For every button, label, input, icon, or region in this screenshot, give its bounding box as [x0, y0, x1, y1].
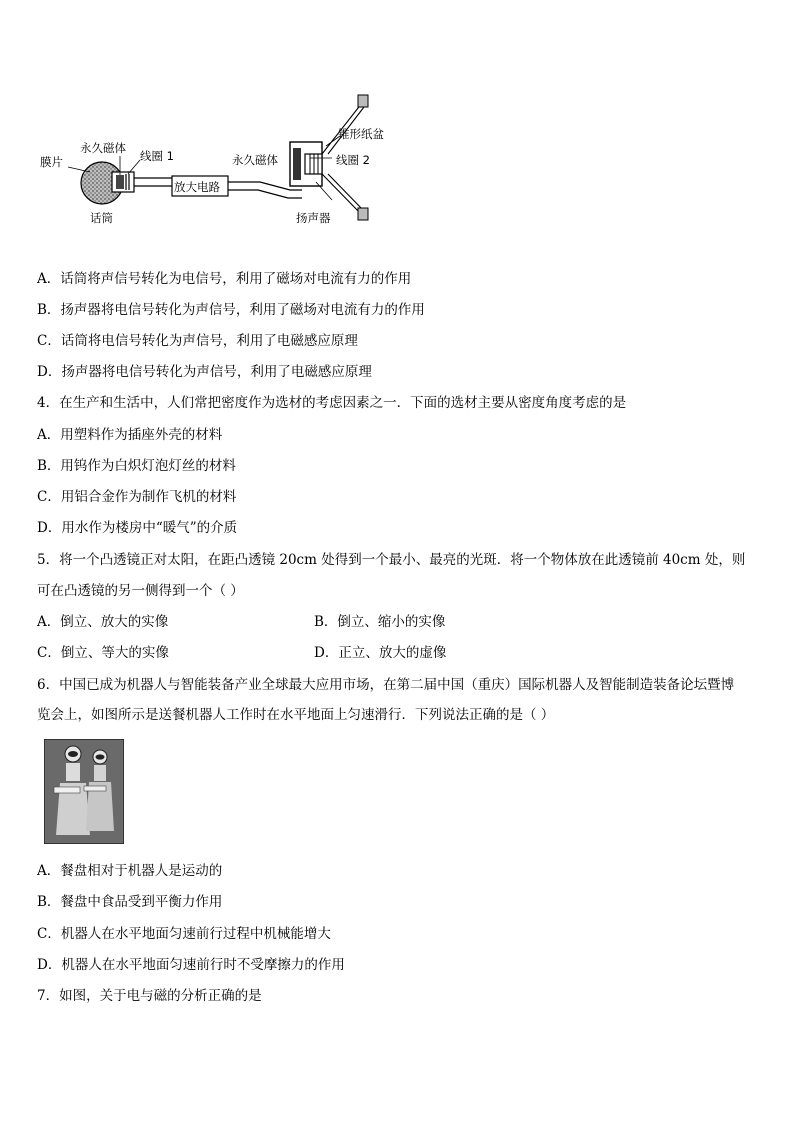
- label-cone: 锥形纸盆: [338, 127, 384, 141]
- q6-option-c: C．机器人在水平地面匀速前行过程中机械能增大: [37, 926, 331, 942]
- robot-photo: [44, 739, 124, 844]
- label-microphone: 话筒: [90, 211, 113, 225]
- q5-option-b: B．倒立、缩小的实像: [314, 614, 446, 630]
- q6-option-d: D．机器人在水平地面匀速前行时不受摩擦力的作用: [37, 957, 345, 973]
- q5-option-d: D．正立、放大的虚像: [314, 645, 447, 661]
- q5-option-a: A．倒立、放大的实像: [37, 614, 169, 630]
- label-magnet-left: 永久磁体: [80, 141, 126, 155]
- q6-option-b: B．餐盘中食品受到平衡力作用: [37, 894, 223, 910]
- q4-stem: 4．在生产和生活中，人们常把密度作为选材的考虑因素之一．下面的选材主要从密度角度考虑的是: [37, 395, 627, 411]
- label-diaphragm: 膜片: [40, 155, 63, 169]
- microphone-speaker-diagram: [40, 90, 420, 230]
- q5-stem-line2: 可在凸透镜的另一侧得到一个（ ）: [37, 583, 244, 599]
- q3-option-a: A．话筒将声信号转化为电信号，利用了磁场对电流有力的作用: [37, 271, 412, 287]
- robot-photo-svg: [44, 739, 124, 844]
- label-amplifier: 放大电路: [174, 180, 220, 194]
- q5-option-c: C．倒立、等大的实像: [37, 645, 169, 661]
- q3-option-b: B．扬声器将电信号转化为声信号，利用了磁场对电流有力的作用: [37, 302, 425, 318]
- q5-stem-line1: 5．将一个凸透镜正对太阳，在距凸透镜 20cm 处得到一个最小、最亮的光斑．将一个物体放在此透镜前 40cm 处，则: [37, 552, 746, 568]
- q3-option-d: D．扬声器将电信号转化为声信号，利用了电磁感应原理: [37, 364, 372, 380]
- q3-option-c: C．话筒将电信号转化为声信号，利用了电磁感应原理: [37, 333, 358, 349]
- q7-stem: 7．如图，关于电与磁的分析正确的是: [37, 988, 262, 1004]
- q4-option-c: C．用铝合金作为制作飞机的材料: [37, 489, 237, 505]
- q6-stem-line2: 览会上，如图所示是送餐机器人工作时在水平地面上匀速滑行．下列说法正确的是（ ）: [37, 707, 555, 723]
- label-magnet-right: 永久磁体: [232, 153, 278, 167]
- q4-option-b: B．用钨作为白炽灯泡灯丝的材料: [37, 458, 236, 474]
- label-coil2: 线圈 2: [336, 153, 370, 167]
- label-speaker: 扬声器: [296, 211, 331, 225]
- label-coil1: 线圈 1: [140, 149, 174, 163]
- q6-stem-line1: 6．中国已成为机器人与智能装备产业全球最大应用市场，在第二届中国（重庆）国际机器人及智能制造装备论坛暨博: [37, 677, 735, 693]
- q6-option-a: A．餐盘相对于机器人是运动的: [37, 863, 223, 879]
- q4-option-a: A．用塑料作为插座外壳的材料: [37, 427, 223, 443]
- q4-option-d: D．用水作为楼房中“暖气”的介质: [37, 520, 238, 536]
